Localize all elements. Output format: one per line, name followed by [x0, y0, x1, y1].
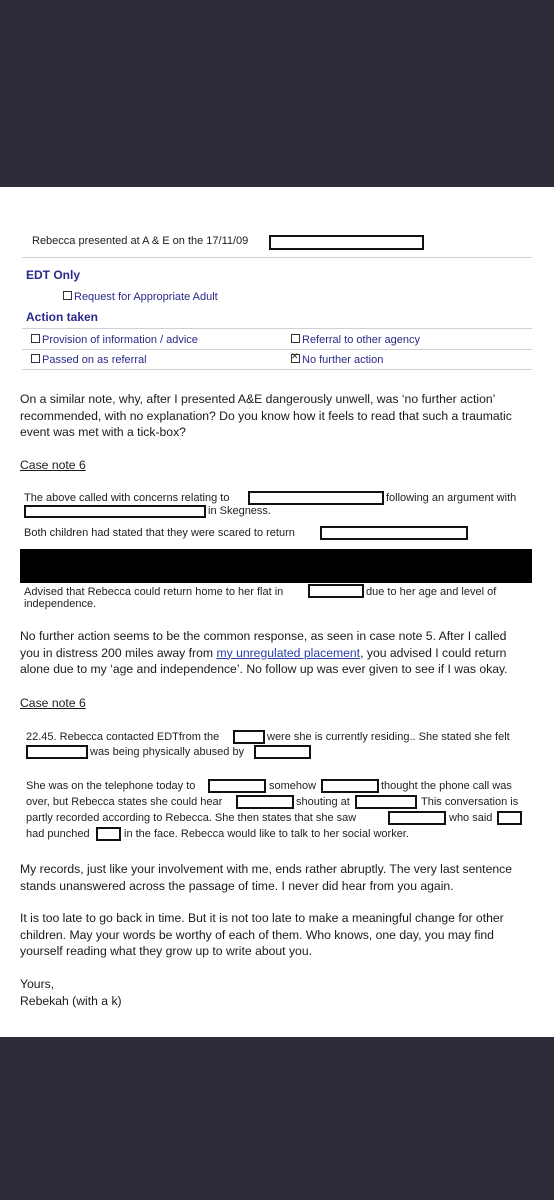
redaction-box	[208, 779, 266, 793]
text-line: No further action seems to be the common response, as seen in case note 5. After I called	[20, 629, 507, 643]
checked-checkbox-icon	[291, 354, 300, 363]
signature-name: Rebekah (with a k)	[20, 993, 122, 1008]
redaction-box	[248, 491, 384, 505]
option-passed-on	[31, 354, 147, 366]
option-provision	[31, 334, 198, 346]
redaction-box	[96, 827, 121, 841]
action-taken-heading: Action taken	[26, 310, 99, 324]
paragraph-meaningful-change	[20, 910, 536, 960]
blackout-redaction	[20, 549, 532, 583]
checkbox-icon	[31, 334, 40, 343]
note2-line1b: were she is currently residing.. She stated she felt	[267, 731, 510, 743]
redaction-box	[355, 795, 417, 809]
option-referral-other-label: Referral to other agency	[302, 334, 421, 346]
text-line: children. May your words be worthy of each of them. Who knows, one day, you may find	[20, 927, 494, 942]
text-segment: you in distress 200 miles away from	[20, 645, 217, 660]
redaction-box	[320, 526, 468, 540]
divider	[22, 369, 532, 370]
presented-line	[32, 235, 248, 247]
divider	[22, 257, 532, 258]
closing	[20, 976, 536, 1009]
divider	[22, 349, 532, 350]
redaction-box	[24, 505, 206, 518]
note1-line4b: due to her age and level of	[366, 586, 497, 598]
redaction-box	[254, 745, 311, 759]
edt-only-heading: EDT Only	[26, 268, 81, 282]
redaction-box	[497, 811, 522, 825]
presented-text: Rebecca presented at A & E on the 17/11/09	[32, 235, 249, 247]
request-adult-label: Request for Appropriate Adult	[74, 291, 218, 303]
closing-yours: Yours,	[20, 977, 55, 991]
text-line: event was met with a tick-box?	[20, 425, 186, 439]
note2-line4b: shouting at	[296, 796, 350, 808]
note2-line5a: partly recorded according to Rebecca. She then states that she saw	[26, 812, 357, 824]
text-line: It is too late to go back in time. But it is not too late to make a meaningful change for other	[20, 911, 504, 925]
text-line: alone due to my ‘age and independence’. No follow up was ever given to see if I was okay.	[20, 662, 508, 676]
note1-line5: independence.	[24, 598, 97, 610]
note2-line3c: thought the phone call was	[381, 780, 512, 792]
redaction-box	[233, 730, 265, 744]
note2-line6b: in the face. Rebecca would like to talk to her social worker.	[124, 828, 409, 840]
note2-line6a: had punched	[26, 828, 90, 840]
note1-line3: Both children had stated that they were scared to return	[24, 527, 295, 539]
option-no-further	[291, 354, 383, 366]
unregulated-placement-link[interactable]: my unregulated placement	[216, 645, 361, 660]
paragraph-no-further-action	[20, 628, 536, 678]
paragraph-tickbox	[20, 391, 536, 441]
note2-line4c: This conversation is	[421, 796, 519, 808]
note1-line2: in Skegness.	[208, 505, 271, 517]
checkbox-icon	[31, 354, 40, 363]
text-line: stands unanswered across the passage of time. I never did hear from you again.	[20, 878, 454, 893]
note2-line4a: over, but Rebecca states she could hear	[26, 796, 223, 808]
note1-line4a: Advised that Rebecca could return home to her flat in	[24, 586, 284, 598]
note2-line3b: somehow	[269, 780, 317, 792]
request-adult-option	[63, 291, 218, 303]
divider	[22, 328, 532, 329]
paragraph-records	[20, 861, 536, 894]
document-page	[0, 187, 554, 1037]
redaction-box	[308, 584, 364, 598]
text-line: yourself reading what they grow up to write about you.	[20, 944, 312, 958]
case-note-heading: Case note 6	[20, 696, 86, 710]
text-segment: , you advised I could return	[360, 645, 507, 660]
note2-line5b: who said	[449, 812, 493, 824]
redaction-box	[269, 235, 424, 250]
note2-line1a: 22.45. Rebecca contacted EDTfrom the	[26, 731, 220, 743]
note2-line3a: She was on the telephone today to	[26, 780, 196, 792]
note1-line1a: The above called with concerns relating to	[24, 492, 230, 504]
option-provision-label: Provision of information / advice	[42, 334, 198, 346]
text-line: On a similar note, why, after I presented A&E dangerously unwell, was ‘no further action’	[20, 392, 496, 406]
text-line: My records, just like your involvement with me, ends rather abruptly. The very last sentence	[20, 862, 512, 876]
redaction-box	[388, 811, 446, 825]
redaction-box	[321, 779, 379, 793]
text-line	[20, 645, 536, 662]
case-note-heading: Case note 6	[20, 458, 86, 472]
option-no-further-label: No further action	[302, 354, 384, 366]
redaction-box	[26, 745, 88, 759]
note2-line2a: was being physically abused by	[90, 746, 245, 758]
checkbox-icon	[291, 334, 300, 343]
option-referral-other	[291, 334, 420, 346]
checkbox-icon	[63, 291, 72, 300]
option-passed-on-label: Passed on as referral	[42, 354, 147, 366]
redaction-box	[236, 795, 294, 809]
note1-line1b: following an argument with	[386, 492, 517, 504]
text-line: recommended, with no explanation? Do you know how it feels to read that such a traumatic	[20, 408, 512, 423]
